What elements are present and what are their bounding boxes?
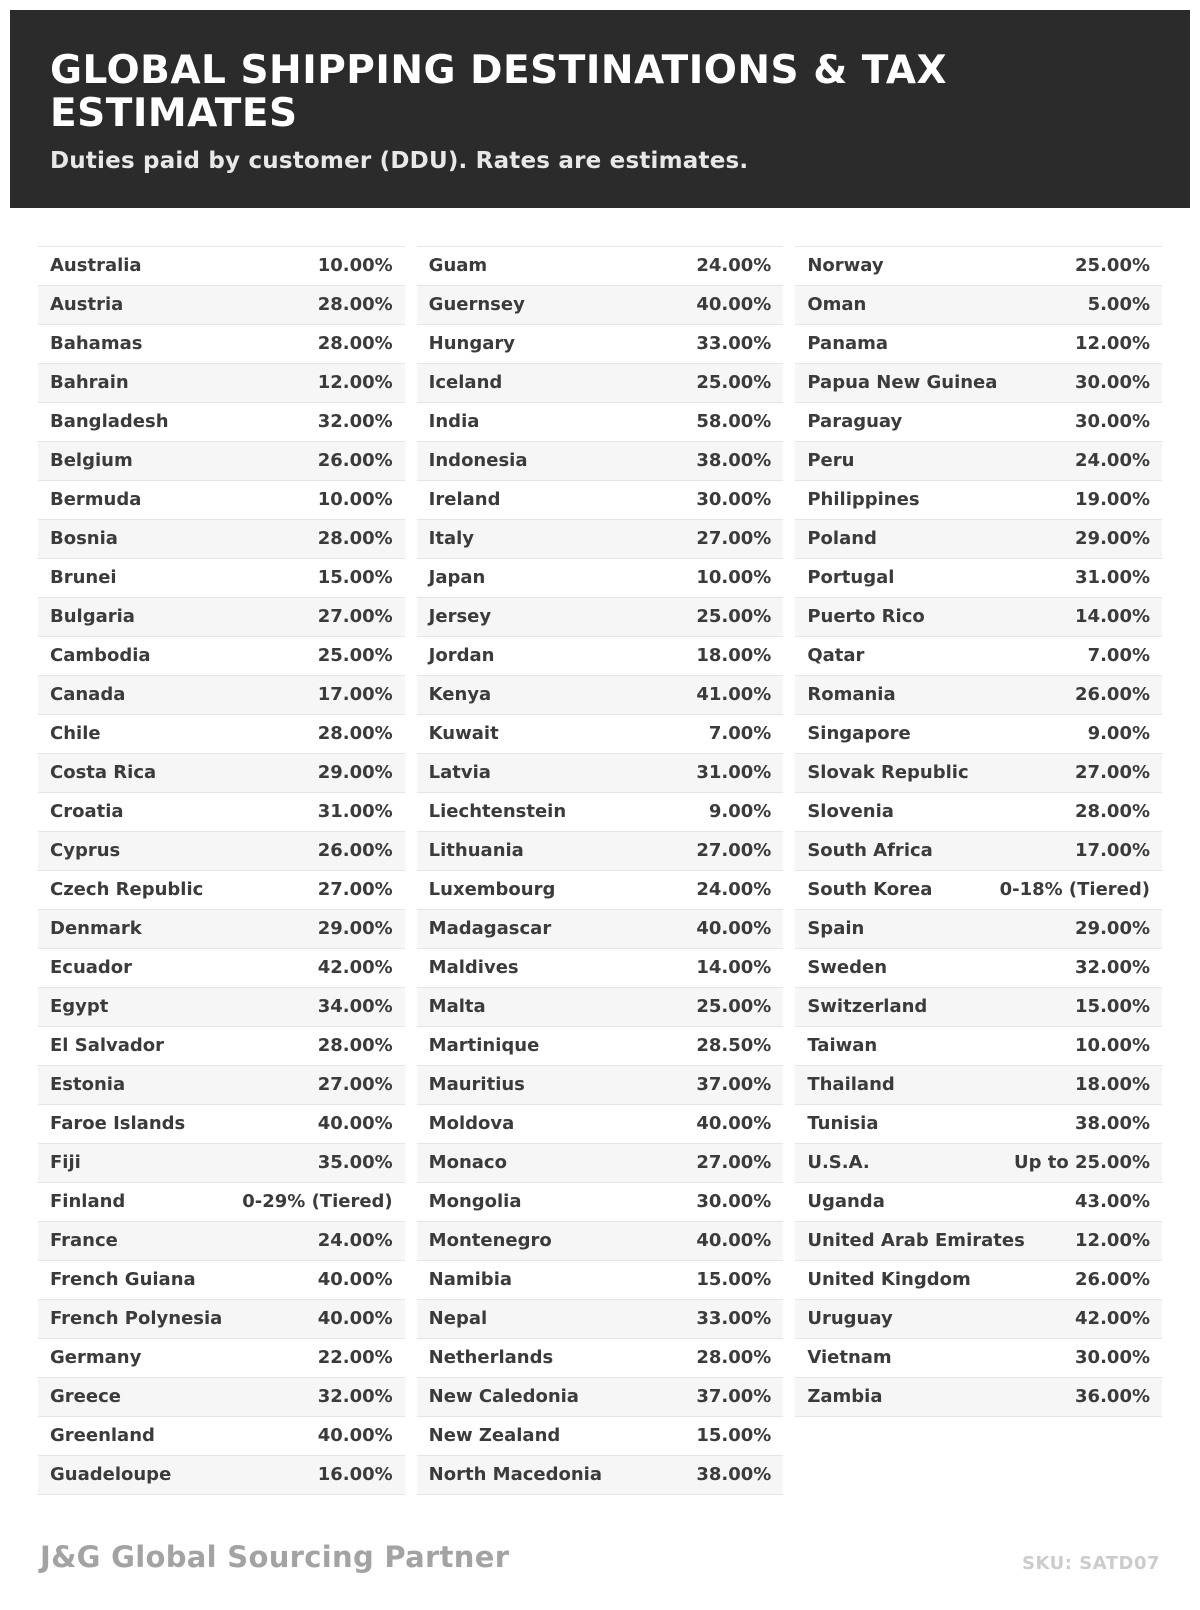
tax-rate: 40.00%: [696, 1230, 772, 1252]
country-name: Kuwait: [428, 723, 499, 745]
table-row: [795, 364, 1162, 403]
tax-rate: 38.00%: [1075, 1113, 1151, 1135]
country-name: South Africa: [807, 840, 933, 862]
tax-rate: 25.00%: [696, 372, 772, 394]
table-row: [38, 1144, 405, 1183]
country-name: Montenegro: [428, 1230, 552, 1252]
tax-rate: 27.00%: [696, 840, 772, 862]
tax-rate: 26.00%: [1075, 684, 1151, 706]
tax-rate: 32.00%: [317, 1386, 393, 1408]
tax-rate: 0-29% (Tiered): [242, 1191, 393, 1213]
table-row: [795, 1027, 1162, 1066]
country-name: El Salvador: [50, 1035, 165, 1057]
table-row: [38, 754, 405, 793]
table-row: [417, 1183, 784, 1222]
country-name: Namibia: [428, 1269, 513, 1291]
table-row: [795, 910, 1162, 949]
table-row: [795, 559, 1162, 598]
tax-rate: 12.00%: [1075, 333, 1151, 355]
country-name: Puerto Rico: [807, 606, 925, 628]
table-row: [38, 520, 405, 559]
tax-rate: 29.00%: [317, 918, 393, 940]
tax-rate: 25.00%: [696, 996, 772, 1018]
country-name: Austria: [50, 294, 124, 316]
country-name: Lithuania: [428, 840, 524, 862]
tax-rate: 30.00%: [1075, 411, 1151, 433]
tax-rate: 37.00%: [696, 1386, 772, 1408]
country-name: Bahamas: [50, 333, 143, 355]
tax-rate: 16.00%: [317, 1464, 393, 1486]
table-row: [38, 598, 405, 637]
country-name: South Korea: [807, 879, 933, 901]
tax-rate: 15.00%: [696, 1425, 772, 1447]
table-row: [795, 286, 1162, 325]
country-name: Egypt: [50, 996, 109, 1018]
table-row: [417, 871, 784, 910]
page-header: [10, 10, 1190, 208]
table-row: [795, 988, 1162, 1027]
tax-rate: 5.00%: [1087, 294, 1151, 316]
tax-rate: 17.00%: [1075, 840, 1151, 862]
country-name: Japan: [428, 567, 486, 589]
country-name: New Caledonia: [428, 1386, 579, 1408]
tax-rate: 24.00%: [317, 1230, 393, 1252]
tax-rate: 58.00%: [696, 411, 772, 433]
country-name: Kenya: [428, 684, 492, 706]
table-row: [795, 676, 1162, 715]
tax-rate: 10.00%: [317, 489, 393, 511]
country-name: Philippines: [807, 489, 920, 511]
country-name: Fiji: [50, 1152, 81, 1174]
table-row: [38, 286, 405, 325]
tax-rate: 19.00%: [1075, 489, 1151, 511]
tax-rate: 30.00%: [696, 489, 772, 511]
tax-rate: 9.00%: [708, 801, 772, 823]
table-row: [38, 403, 405, 442]
country-name: North Macedonia: [428, 1464, 602, 1486]
country-name: Brunei: [50, 567, 117, 589]
tax-rate: 10.00%: [696, 567, 772, 589]
table-row: [795, 1261, 1162, 1300]
tax-rate: 26.00%: [1075, 1269, 1151, 1291]
tax-rate: 26.00%: [317, 840, 393, 862]
tax-rate: 25.00%: [696, 606, 772, 628]
table-row: [417, 1105, 784, 1144]
tax-rate: 15.00%: [317, 567, 393, 589]
tax-rate: 40.00%: [696, 1113, 772, 1135]
table-row: [795, 481, 1162, 520]
country-name: Jersey: [428, 606, 492, 628]
tax-rate: 27.00%: [317, 879, 393, 901]
tax-rate: 31.00%: [1075, 567, 1151, 589]
table-row: [38, 1027, 405, 1066]
table-row: [795, 637, 1162, 676]
country-name: Singapore: [807, 723, 911, 745]
tax-rate: 30.00%: [1075, 1347, 1151, 1369]
country-name: United Kingdom: [807, 1269, 971, 1291]
tax-rate: 40.00%: [317, 1308, 393, 1330]
table-row: [417, 1417, 784, 1456]
tax-rate: 33.00%: [696, 1308, 772, 1330]
table-row: [795, 793, 1162, 832]
table-row: [795, 1144, 1162, 1183]
rates-column-1: [38, 246, 405, 1495]
tax-rate: 24.00%: [696, 879, 772, 901]
table-row: [38, 715, 405, 754]
table-row: [417, 247, 784, 286]
tax-rate: 36.00%: [1075, 1386, 1151, 1408]
country-name: Panama: [807, 333, 889, 355]
country-name: Bangladesh: [50, 411, 169, 433]
country-name: Switzerland: [807, 996, 928, 1018]
tax-rate: 28.00%: [317, 528, 393, 550]
table-row: [417, 1261, 784, 1300]
country-name: Germany: [50, 1347, 142, 1369]
country-name: Uruguay: [807, 1308, 893, 1330]
country-name: Croatia: [50, 801, 124, 823]
table-row: [795, 832, 1162, 871]
table-row: [417, 715, 784, 754]
tax-rate: 10.00%: [1075, 1035, 1151, 1057]
tax-rate: 30.00%: [696, 1191, 772, 1213]
table-row: [38, 1105, 405, 1144]
country-name: Denmark: [50, 918, 142, 940]
table-row: [38, 871, 405, 910]
country-name: Slovenia: [807, 801, 894, 823]
tax-rate: 7.00%: [1087, 645, 1151, 667]
table-row: [38, 988, 405, 1027]
table-row: [38, 832, 405, 871]
tax-rate: 18.00%: [696, 645, 772, 667]
tax-rate: 28.00%: [696, 1347, 772, 1369]
country-name: French Polynesia: [50, 1308, 223, 1330]
table-row: [417, 559, 784, 598]
country-name: India: [428, 411, 480, 433]
table-row: [417, 832, 784, 871]
country-name: Papua New Guinea: [807, 372, 998, 394]
table-row: [38, 481, 405, 520]
country-name: Spain: [807, 918, 865, 940]
tax-rate: 10.00%: [317, 255, 393, 277]
tax-rate: 29.00%: [317, 762, 393, 784]
country-name: Latvia: [428, 762, 491, 784]
tax-rate: 9.00%: [1087, 723, 1151, 745]
tax-rate: 28.00%: [317, 294, 393, 316]
table-row: [38, 247, 405, 286]
country-name: Ecuador: [50, 957, 133, 979]
country-name: Canada: [50, 684, 126, 706]
table-row: [38, 1222, 405, 1261]
country-name: Greenland: [50, 1425, 155, 1447]
country-name: Moldova: [428, 1113, 515, 1135]
table-row: [38, 793, 405, 832]
country-name: Slovak Republic: [807, 762, 969, 784]
table-row: [417, 793, 784, 832]
country-name: Australia: [50, 255, 142, 277]
country-name: French Guiana: [50, 1269, 196, 1291]
table-row: [417, 1300, 784, 1339]
tax-rate: 40.00%: [317, 1113, 393, 1135]
country-name: Uganda: [807, 1191, 885, 1213]
table-row: [38, 1378, 405, 1417]
tax-rate: 29.00%: [1075, 528, 1151, 550]
rates-column-2: [417, 246, 784, 1495]
tax-rate: 14.00%: [1075, 606, 1151, 628]
table-row: [417, 325, 784, 364]
country-name: Greece: [50, 1386, 121, 1408]
tax-rate: 25.00%: [1075, 255, 1151, 277]
tax-rate: 24.00%: [1075, 450, 1151, 472]
country-name: U.S.A.: [807, 1152, 870, 1174]
table-row: [38, 637, 405, 676]
country-name: Norway: [807, 255, 884, 277]
table-row: [38, 1417, 405, 1456]
country-name: New Zealand: [428, 1425, 561, 1447]
table-row: [417, 1456, 784, 1495]
country-name: Belgium: [50, 450, 133, 472]
country-name: Iceland: [428, 372, 503, 394]
tax-rate: 12.00%: [1075, 1230, 1151, 1252]
country-name: United Arab Emirates: [807, 1230, 1025, 1252]
country-name: Tunisia: [807, 1113, 879, 1135]
tax-rate: 41.00%: [696, 684, 772, 706]
country-name: Mauritius: [428, 1074, 525, 1096]
country-name: Ireland: [428, 489, 501, 511]
country-name: Netherlands: [428, 1347, 554, 1369]
country-name: Indonesia: [428, 450, 528, 472]
table-row: [795, 520, 1162, 559]
tax-rate: 28.00%: [1075, 801, 1151, 823]
tax-rate: 34.00%: [317, 996, 393, 1018]
country-name: Czech Republic: [50, 879, 204, 901]
country-name: Oman: [807, 294, 867, 316]
table-row: [38, 1261, 405, 1300]
tax-rate: 40.00%: [317, 1269, 393, 1291]
table-row: [417, 1222, 784, 1261]
table-row: [417, 481, 784, 520]
tax-rate: 30.00%: [1075, 372, 1151, 394]
country-name: Paraguay: [807, 411, 903, 433]
table-row: [417, 988, 784, 1027]
table-row: [38, 1066, 405, 1105]
country-name: Bosnia: [50, 528, 118, 550]
table-row: [795, 871, 1162, 910]
tax-rate: 27.00%: [696, 528, 772, 550]
country-name: Cyprus: [50, 840, 121, 862]
tax-rate: 35.00%: [317, 1152, 393, 1174]
country-name: Bermuda: [50, 489, 142, 511]
table-row: [795, 715, 1162, 754]
country-name: Thailand: [807, 1074, 895, 1096]
tax-rate: 25.00%: [317, 645, 393, 667]
rates-column-3: [795, 246, 1162, 1417]
country-name: Guernsey: [428, 294, 525, 316]
table-row: [38, 364, 405, 403]
country-name: Finland: [50, 1191, 126, 1213]
table-row: [417, 1066, 784, 1105]
country-name: Martinique: [428, 1035, 540, 1057]
tax-rate: 28.00%: [317, 1035, 393, 1057]
tax-rate: 28.50%: [696, 1035, 772, 1057]
table-row: [417, 1339, 784, 1378]
tax-rate: 27.00%: [1075, 762, 1151, 784]
tax-rate: 40.00%: [696, 294, 772, 316]
table-row: [795, 442, 1162, 481]
country-name: Sweden: [807, 957, 888, 979]
country-name: France: [50, 1230, 118, 1252]
page-title: GLOBAL SHIPPING DESTINATIONS & TAX ESTIMATES: [50, 48, 948, 136]
tax-rate: 31.00%: [696, 762, 772, 784]
tax-rate: 32.00%: [1075, 957, 1151, 979]
country-name: Italy: [428, 528, 475, 550]
table-row: [417, 949, 784, 988]
country-name: Bulgaria: [50, 606, 135, 628]
table-row: [795, 403, 1162, 442]
tax-rate: 33.00%: [696, 333, 772, 355]
table-row: [795, 1066, 1162, 1105]
table-row: [417, 754, 784, 793]
country-name: Zambia: [807, 1386, 883, 1408]
table-row: [417, 1144, 784, 1183]
tax-rate: 43.00%: [1075, 1191, 1151, 1213]
table-row: [38, 1300, 405, 1339]
tax-rate: 29.00%: [1075, 918, 1151, 940]
table-row: [795, 598, 1162, 637]
country-name: Poland: [807, 528, 877, 550]
table-row: [795, 1222, 1162, 1261]
country-name: Faroe Islands: [50, 1113, 186, 1135]
country-name: Chile: [50, 723, 101, 745]
tax-rate: 27.00%: [317, 1074, 393, 1096]
tax-rate: 24.00%: [696, 255, 772, 277]
tax-rate: 14.00%: [696, 957, 772, 979]
table-row: [417, 1027, 784, 1066]
table-row: [417, 403, 784, 442]
page-subtitle: Duties paid by customer (DDU). Rates are estimates.: [50, 147, 749, 174]
country-name: Liechtenstein: [428, 801, 567, 823]
tax-rate: Up to 25.00%: [1014, 1152, 1151, 1174]
country-name: Nepal: [428, 1308, 488, 1330]
tax-rate: 15.00%: [696, 1269, 772, 1291]
tax-rate: 40.00%: [696, 918, 772, 940]
table-row: [417, 676, 784, 715]
tax-rate: 28.00%: [317, 723, 393, 745]
table-row: [38, 949, 405, 988]
table-row: [417, 442, 784, 481]
rates-table: [0, 208, 1200, 1495]
page-footer: [0, 1540, 1200, 1574]
table-row: [38, 1456, 405, 1495]
table-row: [795, 1105, 1162, 1144]
country-name: Estonia: [50, 1074, 126, 1096]
table-row: [795, 1378, 1162, 1417]
table-row: [795, 949, 1162, 988]
country-name: Vietnam: [807, 1347, 892, 1369]
country-name: Cambodia: [50, 645, 151, 667]
country-name: Madagascar: [428, 918, 552, 940]
tax-rate: 0-18% (Tiered): [999, 879, 1151, 901]
tax-rate: 42.00%: [1075, 1308, 1151, 1330]
country-name: Costa Rica: [50, 762, 157, 784]
country-name: Jordan: [428, 645, 495, 667]
table-row: [38, 1339, 405, 1378]
country-name: Monaco: [428, 1152, 507, 1174]
country-name: Malta: [428, 996, 486, 1018]
country-name: Guadeloupe: [50, 1464, 172, 1486]
tax-rate: 31.00%: [317, 801, 393, 823]
country-name: Hungary: [428, 333, 516, 355]
table-row: [417, 637, 784, 676]
tax-rate: 22.00%: [317, 1347, 393, 1369]
table-row: [38, 559, 405, 598]
table-row: [795, 247, 1162, 286]
table-row: [38, 1183, 405, 1222]
table-row: [38, 910, 405, 949]
country-name: Taiwan: [807, 1035, 878, 1057]
table-row: [795, 325, 1162, 364]
table-row: [38, 676, 405, 715]
country-name: Qatar: [807, 645, 865, 667]
tax-rate: 38.00%: [696, 450, 772, 472]
table-row: [795, 1183, 1162, 1222]
table-row: [417, 364, 784, 403]
tax-rate: 27.00%: [317, 606, 393, 628]
country-name: Bahrain: [50, 372, 129, 394]
table-row: [417, 598, 784, 637]
country-name: Peru: [807, 450, 855, 472]
tax-rate: 7.00%: [708, 723, 772, 745]
tax-rate: 37.00%: [696, 1074, 772, 1096]
table-row: [38, 325, 405, 364]
country-name: Guam: [428, 255, 488, 277]
tax-rate: 40.00%: [317, 1425, 393, 1447]
table-row: [795, 1300, 1162, 1339]
sku-label: SKU: SATD07: [1022, 1553, 1160, 1574]
table-row: [38, 442, 405, 481]
table-row: [795, 754, 1162, 793]
country-name: Luxembourg: [428, 879, 556, 901]
tax-rate: 17.00%: [317, 684, 393, 706]
tax-rate: 18.00%: [1075, 1074, 1151, 1096]
tax-rate: 38.00%: [696, 1464, 772, 1486]
table-row: [417, 910, 784, 949]
tax-rate: 28.00%: [317, 333, 393, 355]
tax-rate: 15.00%: [1075, 996, 1151, 1018]
table-row: [417, 520, 784, 559]
tax-rate: 12.00%: [317, 372, 393, 394]
country-name: Portugal: [807, 567, 895, 589]
tax-rate: 26.00%: [317, 450, 393, 472]
tax-rate: 42.00%: [317, 957, 393, 979]
table-row: [417, 1378, 784, 1417]
tax-rate: 27.00%: [696, 1152, 772, 1174]
tax-rate: 32.00%: [317, 411, 393, 433]
table-row: [417, 286, 784, 325]
brand-text: J&G Global Sourcing Partner: [40, 1540, 510, 1574]
country-name: Mongolia: [428, 1191, 522, 1213]
country-name: Maldives: [428, 957, 519, 979]
country-name: Romania: [807, 684, 896, 706]
table-row: [795, 1339, 1162, 1378]
